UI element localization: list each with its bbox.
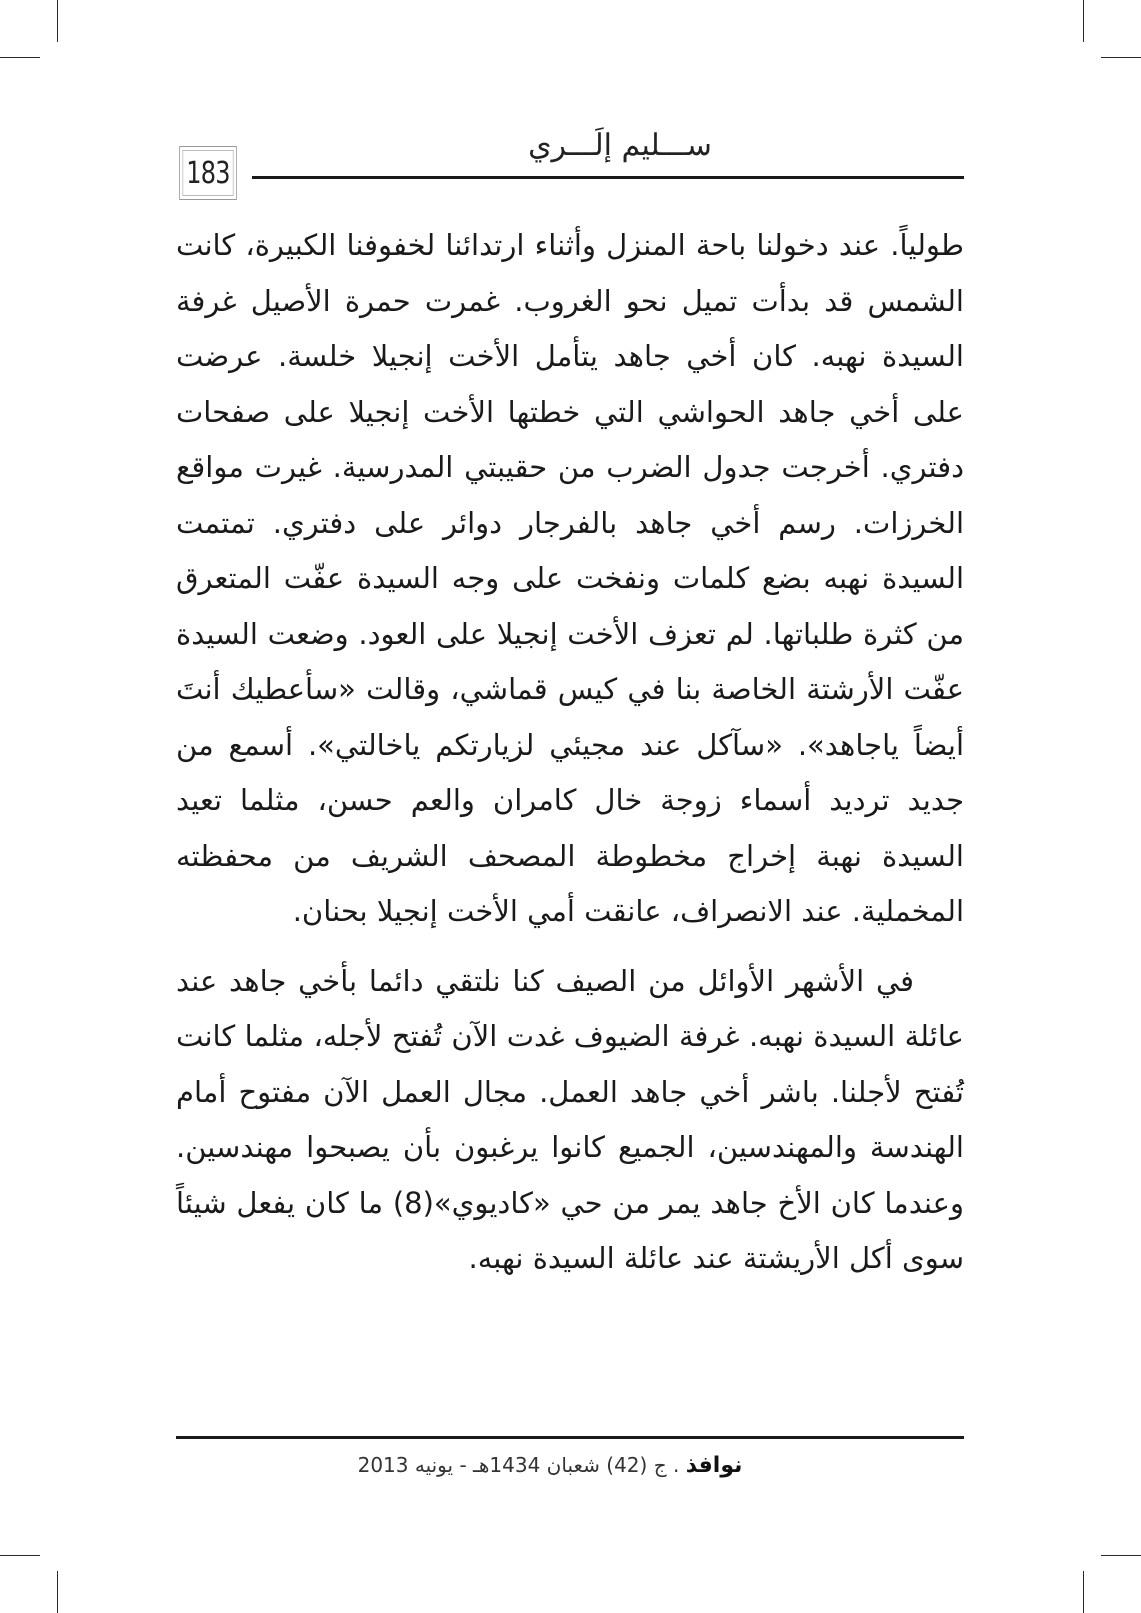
crop-mark-top-left [57, 0, 58, 42]
running-head: ســـليم إلَـــري [528, 128, 712, 163]
issue-info: . ج (42) شعبان 1434هـ - يونيه 2013 [357, 1453, 680, 1477]
crop-mark-bottom-right [1083, 1571, 1084, 1613]
crop-mark-right-top [1101, 57, 1141, 58]
crop-mark-top-right [1083, 0, 1084, 42]
header-rule [252, 176, 964, 179]
paragraph-1: طولياً. عند دخولنا باحة المنزل وأثناء ارتدائنا لخفوفنا الكبيرة، كانت الشمس قد بدأت تميل نحو الغروب. غمرت حمرة الأصيل غرفة السيدة نهبه. كان أخي جاهد يتأمل الأخت إنجيلا خلسة. عرضت على أخي جاهد الحواشي التي خطتها الأخت إنجيلا على صفحات دفتري. أخرجت جدول الضرب من حقيبتي المدرسية. غيرت مواقع الخرزات. رسم أخي جاهد بالفرجار دوائر على دفتري. تمتمت السيدة نهبه بضع كلمات ونفخت على وجه السيدة عفّت المتعرق من كثرة طلباتها. لم تعزف الأخت إنجيلا على العود. وضعت السيدة عفّت الأرشتة الخاصة بنا في كيس قماشي، وقالت «سأعطيك أنتَ أيضاً ياجاهد». «سآكل عند مجيئي لزيارتكم ياخالتي». أسمع من جديد ترديد أسماء زوجة خال كامران والعم حسن، مثلما تعيد السيدة نهبة إخراج مخطوطة المصحف الشريف من محفظته المخملية. عند الانصراف، عانقت أمي الأخت إنجيلا بحنان. [176, 228, 964, 928]
footer [300, 1453, 800, 1478]
crop-mark-left-bottom [0, 1555, 40, 1556]
journal-name: نوافذ [685, 1453, 743, 1478]
paragraph-2: في الأشهر الأوائل من الصيف كنا نلتقي دائما بأخي جاهد عند عائلة السيدة نهبه. غرفة الضيوف غدت الآن تُفتح لأجله، مثلما كانت تُفتح لأجلنا. باشر أخي جاهد العمل. مجال العمل الآن مفتوح أمام الهندسة والمهندسين، الجميع كانوا يرغبون بأن يصبحوا مهندسين. وعندما كان الأخ جاهد يمر من حي «كاديوي»(8) ما كان يفعل شيئاً سوى أكل الأريشتة عند عائلة السيدة نهبه. [176, 963, 964, 1275]
body-text [176, 218, 964, 1287]
footer-rule [176, 1436, 964, 1439]
page-number: 183 [179, 146, 237, 200]
crop-mark-right-bottom [1101, 1555, 1141, 1556]
crop-mark-left-top [0, 57, 40, 58]
crop-mark-bottom-left [57, 1571, 58, 1613]
